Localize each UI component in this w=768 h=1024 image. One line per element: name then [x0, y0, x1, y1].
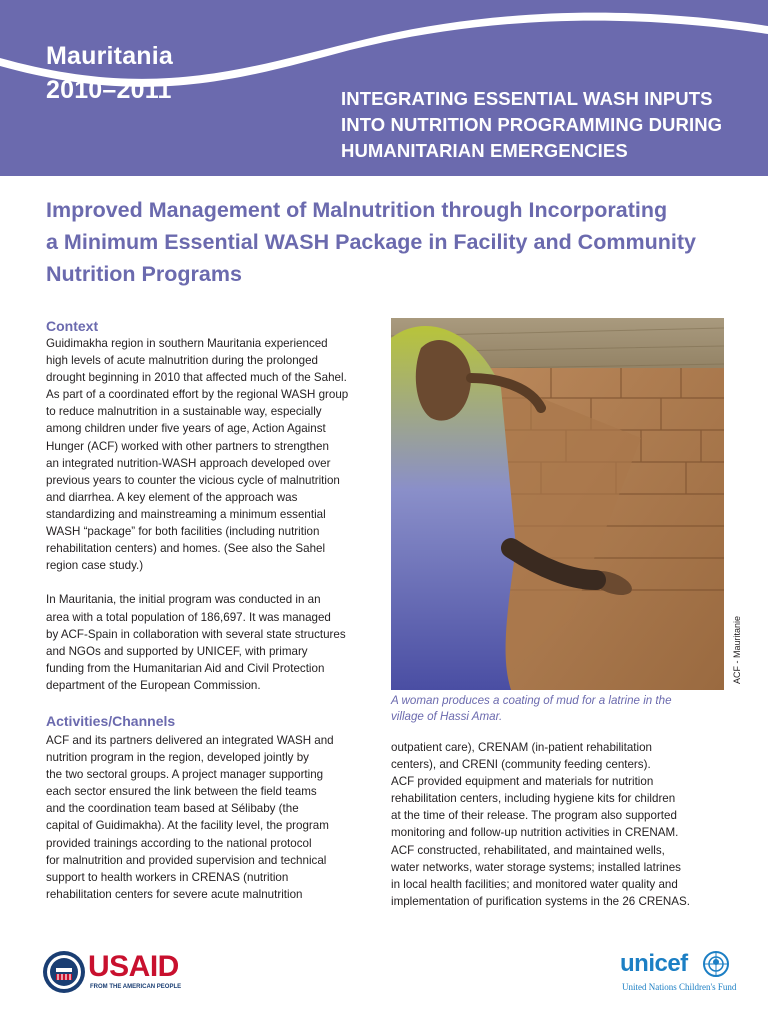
text-line: to reduce malnutrition in a sustainable way, especially — [46, 405, 322, 419]
caption-line: A woman produces a coating of mud for a latrine in the — [391, 694, 672, 707]
banner-series-title — [341, 86, 761, 164]
text-line: monitoring and follow-up nutrition activities in CRENAM. — [391, 826, 679, 840]
text-line: previous years to counter the vicious cycle of malnutrition — [46, 473, 340, 487]
text-line: nutrition program in the region, developed jointly by — [46, 751, 309, 765]
text-line: and NGOs and supported by UNICEF, with primary — [46, 644, 308, 658]
text-line: at the time of their release. The program also supported — [391, 809, 677, 823]
text-line: high levels of acute malnutrition during the prolonged — [46, 354, 318, 368]
usaid-wordmark: USAID — [88, 950, 179, 983]
text-line: by ACF-Spain in collaboration with several state structures — [46, 627, 346, 641]
text-line: standardizing and mainstreaming a minimum essential — [46, 507, 326, 521]
activities-text-left — [46, 732, 381, 903]
text-line: centers), and CRENI (community feeding centers). — [391, 758, 651, 772]
text-line: ACF provided equipment and materials for nutrition — [391, 775, 654, 789]
banner-years: 2010–2011 — [46, 76, 172, 104]
usaid-seal-icon — [42, 950, 86, 994]
banner-series-line: INTO NUTRITION PROGRAMMING DURING — [341, 114, 723, 135]
unicef-emblem-icon — [702, 950, 730, 978]
text-line: ACF constructed, rehabilitated, and maintained wells, — [391, 843, 665, 857]
text-line: and diarrhea. A key element of the approach was — [46, 490, 298, 504]
photo-caption — [391, 693, 721, 725]
woman-latrine-photo — [391, 318, 724, 690]
text-line: the two sectoral groups. A project manager supporting — [46, 768, 324, 782]
unicef-wordmark: unicef — [620, 950, 688, 977]
text-line: and the coordination team based at Sélibaby (the — [46, 802, 299, 816]
usaid-tagline: FROM THE AMERICAN PEOPLE — [90, 984, 182, 990]
text-line: As part of a coordinated effort by the regional WASH group — [46, 388, 349, 402]
page-title — [46, 194, 726, 290]
text-line: support to health workers in CRENAS (nutrition — [46, 870, 289, 884]
banner-series-line: INTEGRATING ESSENTIAL WASH INPUTS — [341, 88, 713, 109]
context-text — [46, 335, 381, 694]
paragraph-gap — [46, 574, 381, 591]
header-banner — [0, 0, 768, 176]
text-line: capital of Guidimakha). At the facility level, the program — [46, 819, 329, 833]
context-heading: Context — [46, 318, 99, 334]
activities-heading: Activities/Channels — [46, 713, 176, 729]
text-line: rehabilitation centers, including hygiene kits for children — [391, 792, 676, 806]
caption-line: village of Hassi Amar. — [391, 710, 503, 723]
title-line: Improved Management of Malnutrition through Incorporating — [46, 198, 668, 222]
text-line: department of the European Commission. — [46, 678, 261, 692]
text-line: an integrated nutrition-WASH approach developed over — [46, 456, 331, 470]
text-line: rehabilitation centers) and homes. (See also the Sahel — [46, 542, 326, 556]
text-line: drought beginning in 2010 that affected much of the Sahel. — [46, 371, 347, 385]
text-line: In Mauritania, the initial program was conducted in an — [46, 593, 321, 607]
title-line: a Minimum Essential WASH Package in Facility and Community — [46, 230, 696, 254]
banner-country: Mauritania — [46, 42, 174, 70]
unicef-tagline: United Nations Children's Fund — [622, 982, 737, 992]
text-line: each sector ensured the link between the field teams — [46, 785, 317, 799]
photo-credit — [732, 604, 746, 684]
text-line: WASH “package” for both facilities (including nutrition — [46, 525, 320, 539]
text-line: Hunger (ACF) worked with other partners to strengthen — [46, 439, 329, 453]
text-line: region case study.) — [46, 559, 144, 573]
text-line: implementation of purification systems in the 26 CRENAS. — [391, 894, 690, 908]
text-line: provided trainings according to the national protocol — [46, 836, 312, 850]
text-line: Guidimakha region in southern Mauritania experienced — [46, 337, 328, 350]
text-line: water networks, water storage systems; installed latrines — [391, 860, 681, 874]
photo-credit-text: ACF - Mauritanie — [732, 615, 742, 684]
text-line: for malnutrition and provided supervision and technical — [46, 853, 327, 867]
text-line: in local health facilities; and monitored water quality and — [391, 877, 678, 891]
text-line: outpatient care), CRENAM (in-patient rehabilitation — [391, 741, 652, 754]
text-line: funding from the Humanitarian Aid and Civil Protection — [46, 661, 325, 675]
activities-text-right — [391, 739, 731, 910]
photo-illustration — [391, 318, 724, 690]
unicef-logo — [618, 950, 736, 996]
title-line: Nutrition Programs — [46, 262, 242, 286]
banner-series-line: HUMANITARIAN EMERGENCIES — [341, 140, 628, 161]
text-line: rehabilitation centers for severe acute malnutrition — [46, 887, 303, 901]
usaid-logo — [42, 948, 222, 998]
text-line: area with a total population of 186,697. It was managed — [46, 610, 331, 624]
text-line: among children under five years of age, Action Against — [46, 422, 326, 436]
text-line: ACF and its partners delivered an integrated WASH and — [46, 734, 334, 747]
